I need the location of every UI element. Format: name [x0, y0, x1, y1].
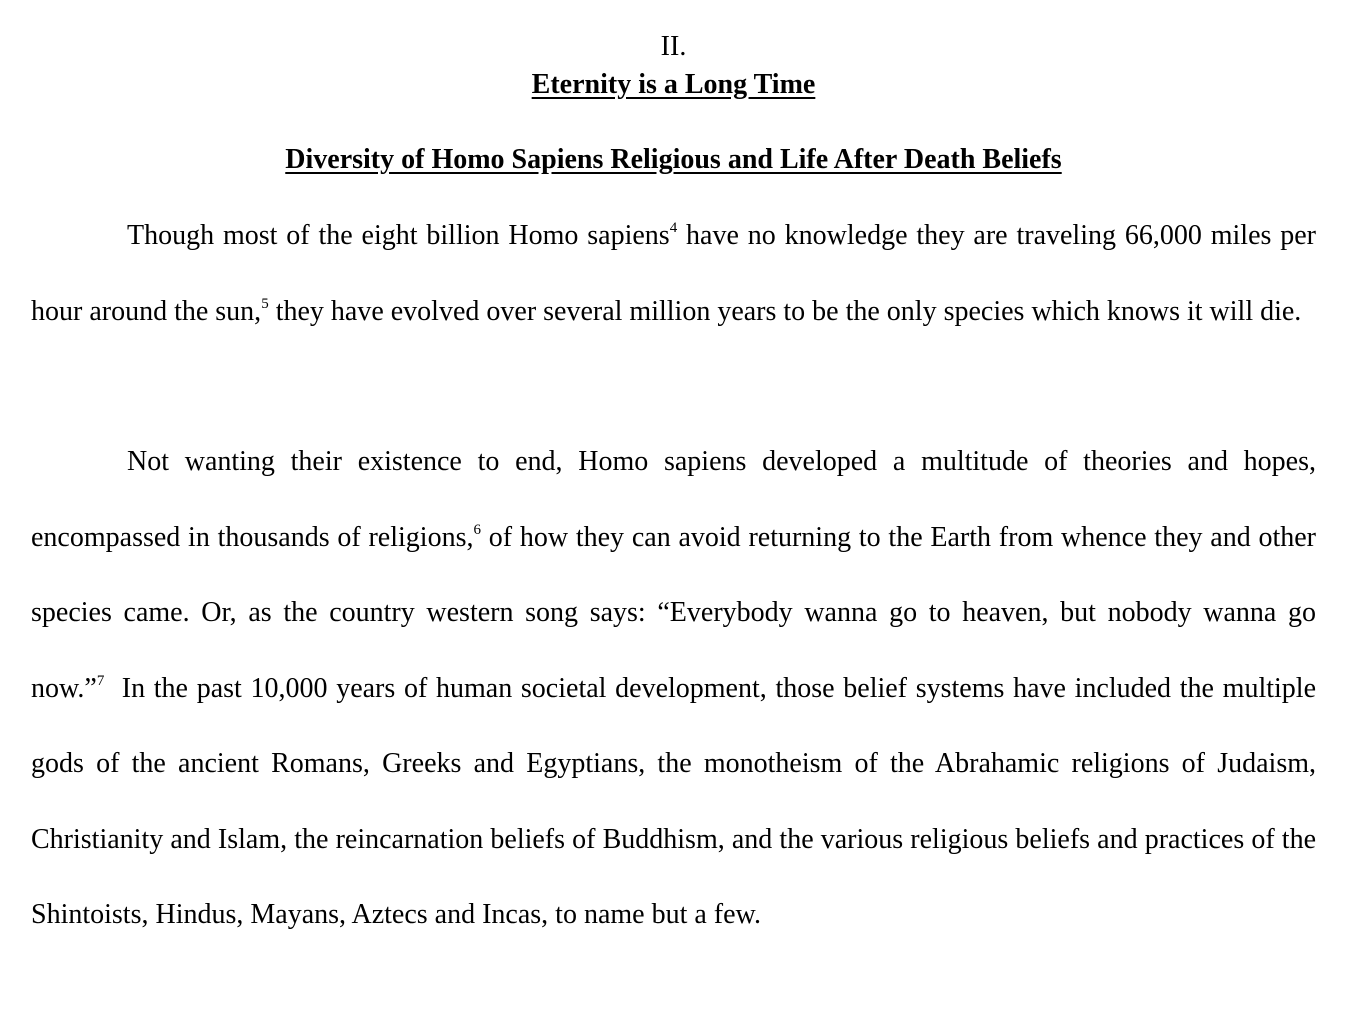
section-title: Eternity is a Long Time: [531, 69, 816, 100]
paragraph-text: Not wanting their existence to end, Homo sapiens developed a multitude of theories and hopes, encompassed in thousands of religions,: [31, 446, 1316, 553]
paragraph-text: they have evolved over several million years to be the only species which knows it will die.: [268, 295, 1302, 327]
body-paragraph-2: [31, 424, 1323, 953]
paragraph-text: have no knowledge they are traveling 66,000 miles per hour around the sun,: [31, 220, 1317, 327]
body-paragraph-1: [31, 198, 1316, 349]
paragraph-text: of how they can avoid returning to the Earth from whence they and other species came. Or, as the country western song says: “Everybody wanna go to heaven, but nobody wanna go now.”: [31, 521, 1317, 704]
subsection-title: Diversity of Homo Sapiens Religious and Life After Death Beliefs: [285, 144, 1062, 175]
footnote-marker-6[interactable]: 6: [473, 521, 481, 538]
footnote-marker-7[interactable]: 7: [96, 672, 105, 689]
paragraph-text: Though most of the eight billion Homo sapiens: [127, 220, 670, 251]
section-number: II.: [660, 31, 687, 62]
footnote-marker-5[interactable]: 5: [261, 295, 269, 312]
footnote-marker-4[interactable]: 4: [669, 220, 678, 236]
paragraph-text: In the past 10,000 years of human societal development, those belief systems have included the multiple gods of the ancient Romans, Greeks and Egyptians, the monotheism of the Abrahamic religions of Judaism, Christianity and Islam, the reincarnation beliefs of Buddhism, and the various religious beliefs and practices of the Shintoists, Hindus, Mayans, Aztecs and Incas, to name but a few.: [31, 672, 1323, 930]
